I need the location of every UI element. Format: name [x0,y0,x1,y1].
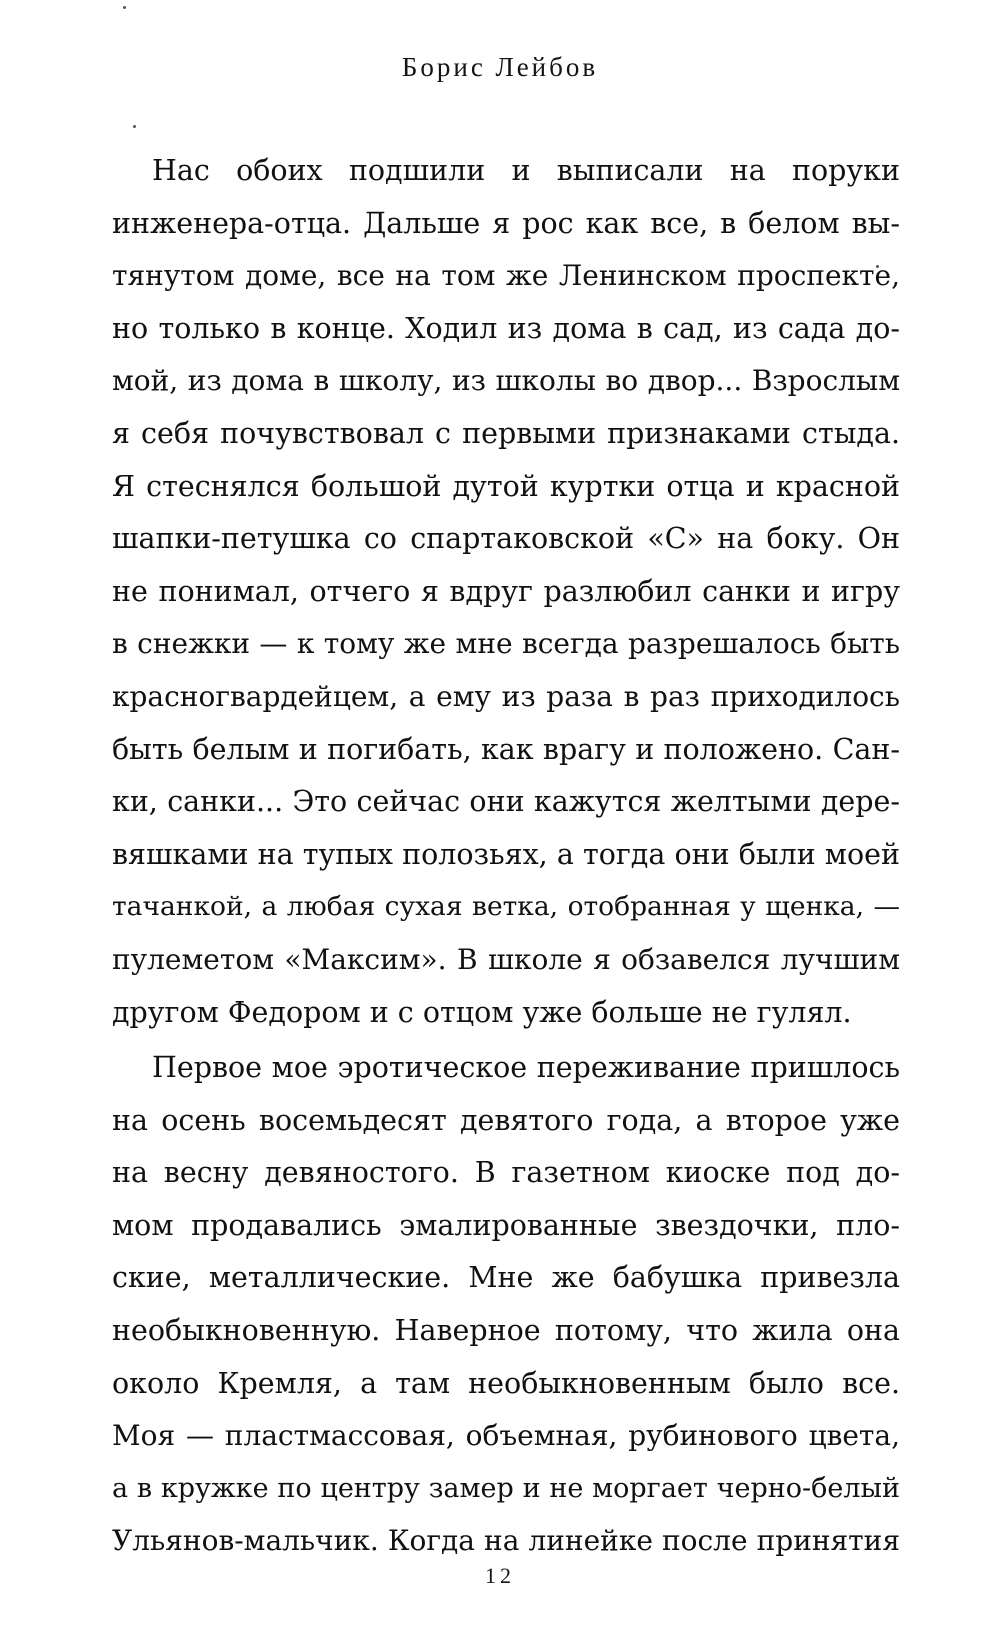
text-line: Первое мое эротическое переживание пришлось [152,1051,900,1085]
print-speck [133,125,136,128]
text-line: шапки-петушка со спартаковской «С» на боку. Он [112,522,900,556]
text-line: около Кремля, а там необыкновенным было все. [112,1366,900,1400]
page-number: 12 [485,1563,515,1588]
running-head-author: Борис Лейбов [401,52,599,82]
text-line: на весну девяностого. В газетном киоске под до- [112,1156,900,1190]
body-text [112,145,900,1568]
text-line: мом продавались эмалированные звездочки, пло- [112,1208,900,1242]
text-line: ские, металлические. Мне же бабушка привезла [112,1261,900,1295]
text-line: инженера-отца. Дальше я рос как все, в белом вы- [112,206,900,240]
text-line: мой, из дома в школу, из школы во двор... Взрослым [112,364,900,398]
print-speck [123,6,126,9]
text-line: Я стеснялся большой дутой куртки отца и красной [112,469,900,503]
text-line: другом Федором и с отцом уже больше не гулял. [112,995,852,1029]
text-line: тянутом доме, все на том же Ленинском проспекте, [112,259,900,293]
text-line: а в кружке по центру замер и не моргает черно-белый [112,1472,900,1504]
paragraph-1 [112,145,900,1039]
text-line: необыкновенную. Наверное потому, что жила она [112,1314,900,1348]
text-line: я себя почувствовал с первыми признаками стыда. [112,416,900,450]
text-line: Моя — пластмассовая, объемная, рубинового цвета, [112,1419,900,1453]
text-line: ки, санки... Это сейчас они кажутся желтыми дере- [112,785,900,819]
text-line: на осень восемьдесят девятого года, а второе уже [112,1103,900,1137]
text-line: Нас обоих подшили и выписали на поруки [152,154,900,187]
text-line: вяшками на тупых полозьях, а тогда они были моей [112,837,900,871]
text-line: не понимал, отчего я вдруг разлюбил санки и игру [112,574,900,608]
text-line: пулеметом «Максим». В школе я обзавелся лучшим [112,942,900,976]
paragraph-2 [112,1042,900,1568]
text-line: тачанкой, а любая сухая ветка, отобранная у щенка, — [112,891,900,923]
text-line: Ульянов-мальчик. Когда на линейке после принятия [112,1524,900,1558]
text-line: но только в конце. Ходил из дома в сад, из сада до- [112,311,900,345]
text-line: красногвардейцем, а ему из раза в раз приходилось [112,679,900,713]
text-line: в снежки — к тому же мне всегда разрешалось быть [112,627,900,661]
text-line: быть белым и погибать, как врагу и положено. Сан- [112,732,900,766]
